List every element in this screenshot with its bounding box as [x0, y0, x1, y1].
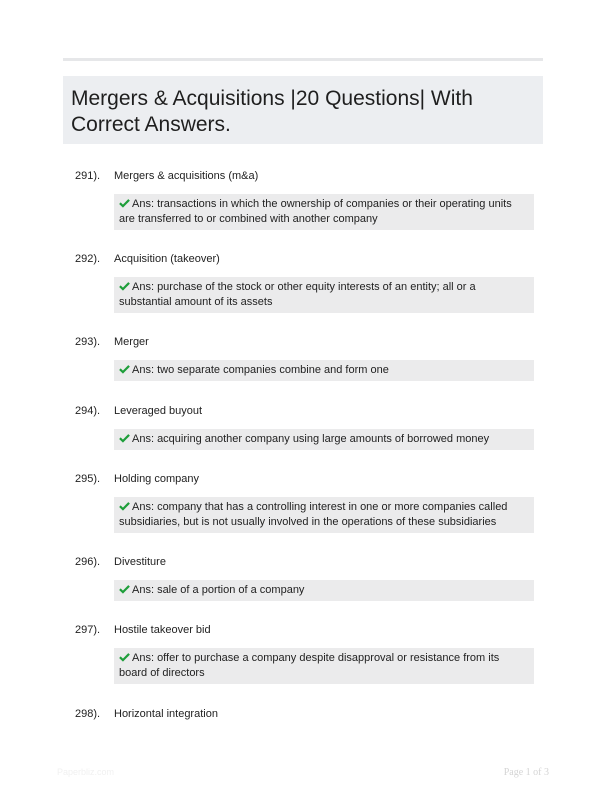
answer-box [114, 277, 534, 313]
check-icon [119, 281, 130, 291]
question-term: Divestiture [114, 556, 166, 568]
answer-text: Ans: purchase of the stock or other equity interests of an entity; all or a substantial amount of its assets [119, 281, 476, 308]
title-banner [63, 76, 543, 144]
answer-box [114, 580, 534, 601]
question-term: Hostile takeover bid [114, 624, 211, 636]
answer-text: Ans: company that has a controlling interest in one or more companies called subsidiaries, but is not usually involved in the operations of these subsidiaries [119, 501, 508, 528]
question-term: Merger [114, 336, 149, 348]
question-term: Leveraged buyout [114, 405, 203, 417]
answer-box [114, 360, 534, 381]
question-number: 295). [75, 473, 101, 485]
question-term: Acquisition (takeover) [114, 253, 220, 265]
answer-box [114, 429, 534, 450]
question-term: Horizontal integration [114, 708, 218, 720]
check-icon [119, 433, 130, 443]
answer-box [114, 194, 534, 230]
question-term: Holding company [114, 473, 199, 485]
top-divider [63, 58, 543, 61]
question-number: 293). [75, 336, 101, 348]
check-icon [119, 652, 130, 662]
check-icon [119, 501, 130, 511]
footer-watermark: Paperbliz.com [57, 767, 115, 777]
answer-text: Ans: acquiring another company using large amounts of borrowed money [132, 433, 490, 445]
answer-text: Ans: sale of a portion of a company [132, 584, 305, 596]
page-indicator: Page 1 of 3 [503, 767, 549, 778]
question-number: 292). [75, 253, 101, 265]
check-icon [119, 198, 130, 208]
question-number: 298). [75, 708, 101, 720]
question-term: Mergers & acquisitions (m&a) [114, 170, 259, 182]
answer-text: Ans: transactions in which the ownership of companies or their operating units are transferred to or combined with another company [119, 198, 512, 225]
answer-text: Ans: two separate companies combine and form one [132, 364, 389, 376]
check-icon [119, 364, 130, 374]
question-number: 297). [75, 624, 101, 636]
page-title: Mergers & Acquisitions |20 Questions| With Correct Answers. [71, 87, 473, 136]
check-icon [119, 584, 130, 594]
question-number: 291). [75, 170, 101, 182]
question-number: 296). [75, 556, 101, 568]
answer-text: Ans: offer to purchase a company despite disapproval or resistance from its board of directors [119, 652, 500, 679]
question-number: 294). [75, 405, 101, 417]
answer-box [114, 648, 534, 684]
answer-box [114, 497, 534, 533]
